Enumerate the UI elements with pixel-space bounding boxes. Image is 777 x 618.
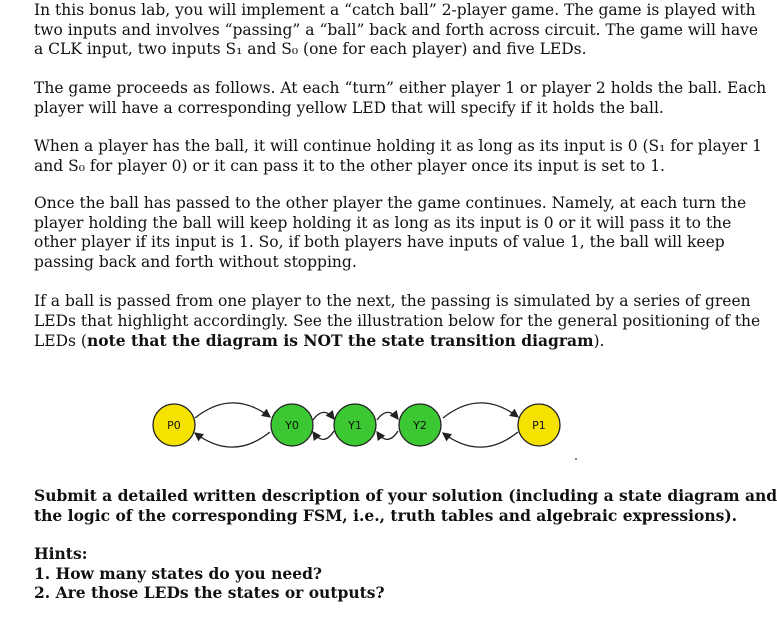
led-y2-label: Y2: [413, 419, 427, 432]
wire-y1-y2-top: [377, 412, 398, 420]
led-y0-label: Y0: [285, 419, 299, 432]
text-line: [34, 331, 684, 352]
wire-p1-y2-bottom: [443, 432, 518, 447]
led-y1: [334, 404, 376, 446]
led-y0: [271, 404, 313, 446]
text-line: passing back and forth without stopping.: [34, 252, 357, 271]
wire-y2-y1-bottom: [377, 431, 398, 439]
game-proceeds-paragraph: [34, 79, 767, 118]
text-line: Once the ball has passed to the other player the game continues. Namely, at each turn the: [34, 194, 747, 212]
text-line: a CLK input, two inputs S₁ and S₀ (one for each player) and five LEDs.: [34, 40, 587, 59]
text-line: player will have a corresponding yellow LED that will specify if it holds the ball.: [34, 98, 664, 117]
stray-dot: [575, 458, 577, 460]
diagram-note: note that the diagram is NOT the state transition diagram: [86, 331, 594, 351]
text-line: In this bonus lab, you will implement a “catch ball” 2-player game. The game is played with: [34, 1, 756, 19]
passing-rule-paragraph: [34, 194, 747, 272]
led-p1-label: P1: [532, 419, 546, 432]
text-line: LEDs that highlight accordingly. See the illustration below for the general positioning of the: [34, 311, 761, 330]
text-fragment: LEDs (: [34, 332, 87, 351]
hint-item: 1. How many states do you need?: [34, 563, 322, 583]
led-diagram: [140, 388, 590, 474]
green-leds-paragraph: [34, 292, 761, 352]
intro-paragraph: [34, 1, 759, 60]
wire-y0-p0-bottom: [195, 432, 270, 447]
hint-item: 2. Are those LEDs the states or outputs?: [34, 583, 385, 603]
text-line: If a ball is passed from one player to the next, the passing is simulated by a series of green: [34, 292, 751, 310]
wire-y0-y1-top: [313, 412, 334, 420]
holding-rule-paragraph: [34, 137, 762, 176]
led-p0: [153, 404, 195, 446]
led-p0-label: P0: [167, 419, 181, 432]
hints-title: Hints:: [34, 544, 88, 563]
submission-paragraph: [34, 486, 777, 525]
text-line: and S₀ for player 0) or it can pass it to the other player once its input is set to 1.: [34, 156, 665, 175]
text-line: When a player has the ball, it will continue holding it as long as its input is 0 (S₁ for player 1: [34, 137, 762, 155]
text-line: Submit a detailed written description of your solution (including a state diagram and: [34, 486, 777, 505]
led-y2: [399, 404, 441, 446]
text-line: player holding the ball will keep holding it as long as its input is 0 or it will pass it to the: [34, 213, 732, 232]
text-line: other player if its input is 1. So, if both players have inputs of value 1, the ball will keep: [34, 233, 725, 252]
wire-y1-y0-bottom: [313, 431, 334, 439]
wire-p0-y0-top: [195, 403, 270, 418]
text-line: two inputs and involves “passing” a “ball” back and forth across circuit. The game will have: [34, 20, 759, 39]
text-fragment: ).: [593, 332, 605, 351]
text-line: the logic of the corresponding FSM, i.e., truth tables and algebraic expressions).: [34, 505, 738, 525]
wire-y2-p1-top: [443, 403, 518, 418]
text-line: The game proceeds as follows. At each “turn” either player 1 or player 2 holds the ball. Each: [34, 79, 767, 97]
led-p1: [518, 404, 560, 446]
hints-section: [34, 544, 684, 603]
led-y1-label: Y1: [348, 419, 362, 432]
